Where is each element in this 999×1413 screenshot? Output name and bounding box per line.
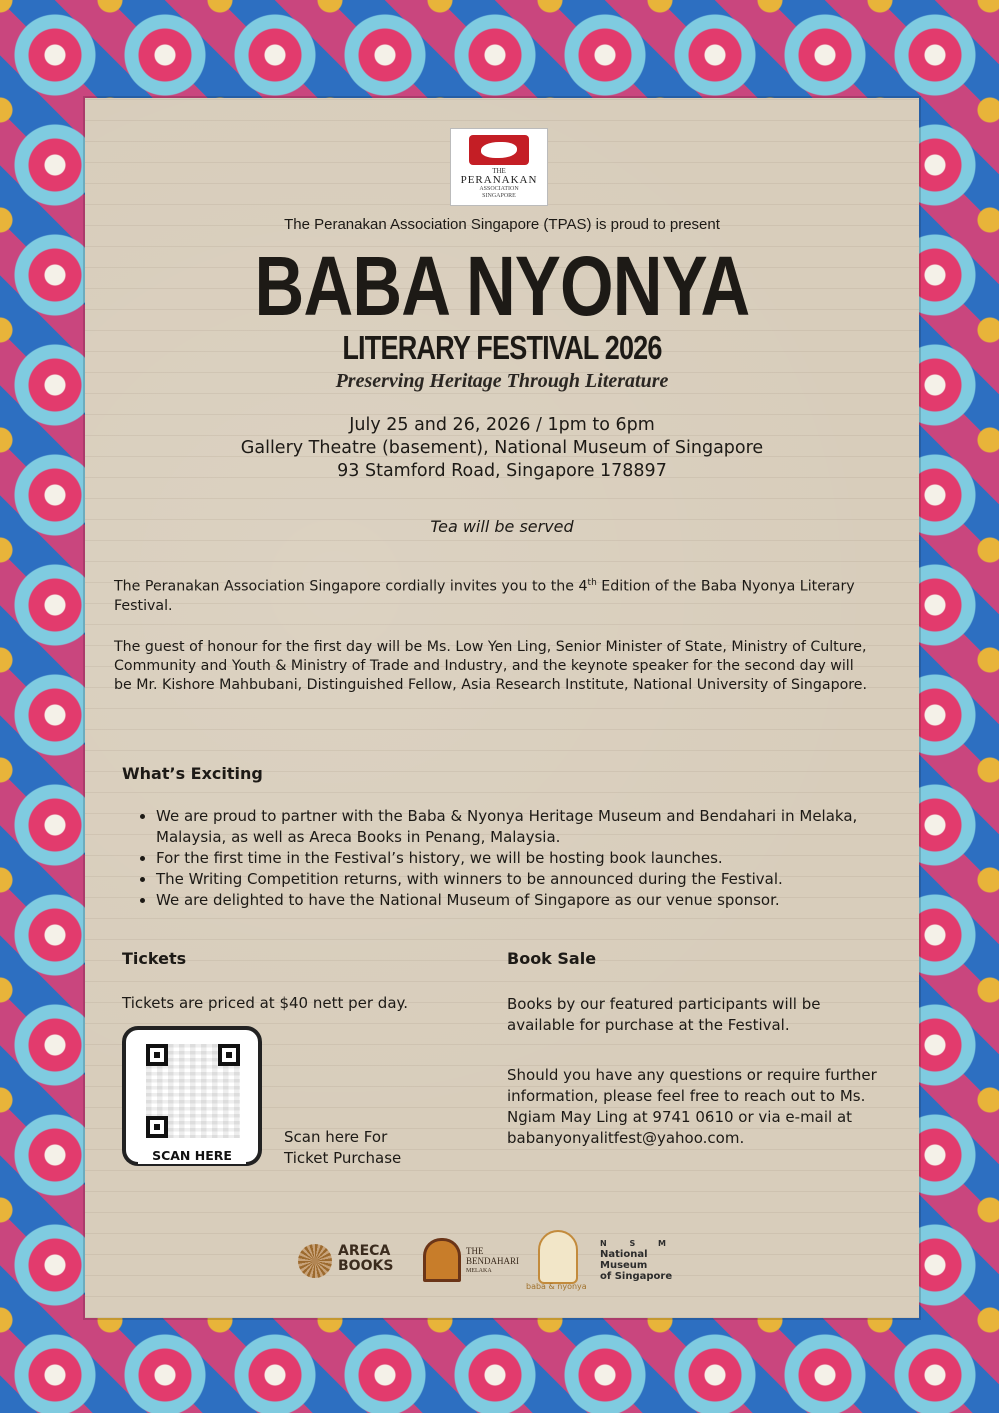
baba-nyonya-museum-icon	[538, 1230, 578, 1284]
event-dates: July 25 and 26, 2026 / 1pm to 6pm	[349, 415, 655, 435]
book-sale-heading: Book Sale	[507, 949, 597, 968]
qr-code-icon	[146, 1044, 240, 1138]
tickets-heading: Tickets	[122, 949, 187, 968]
sponsor-logos	[298, 1238, 698, 1291]
list-item: • We are proud to partner with the Baba & Nyonya Heritage Museum and Bendahari in Melaka, Malaysia, as well as Areca Books in Penang, Malaysia.	[156, 806, 896, 848]
list-item: • For the first time in the Festival’s history, we will be hosting book launches.	[156, 848, 896, 869]
festival-subtitle: LITERARY FESTIVAL 2026	[342, 329, 662, 366]
qr-finder-icon	[146, 1044, 168, 1066]
ticket-price: Tickets are priced at $40 nett per day.	[122, 994, 409, 1012]
event-details	[85, 414, 919, 483]
scan-here-label: SCAN HERE	[138, 1148, 246, 1164]
list-item: • We are delighted to have the National Museum of Singapore as our venue sponsor.	[156, 890, 896, 911]
qr-code-button[interactable]	[122, 1026, 262, 1166]
list-item: • The Writing Competition returns, with winners to be announced during the Festival.	[156, 869, 896, 890]
book-sale-availability: Books by our featured participants will be available for purchase at the Festival.	[507, 995, 821, 1034]
tagline: Preserving Heritage Through Literature	[335, 370, 669, 392]
areca-books-icon	[298, 1244, 332, 1278]
event-address: 93 Stamford Road, Singapore 178897	[337, 461, 667, 481]
bendahari-icon	[423, 1238, 461, 1282]
qr-finder-icon	[146, 1116, 168, 1138]
scan-caption: Scan here For Ticket Purchase	[284, 1128, 402, 1167]
event-venue: Gallery Theatre (basement), National Museum of Singapore	[240, 438, 764, 458]
refreshments-note: Tea will be served	[430, 517, 574, 536]
qr-finder-icon	[218, 1044, 240, 1066]
presenter-line: The Peranakan Association Singapore (TPAS) is proud to present	[284, 216, 720, 233]
bendahari-logo: THE BENDAHARI MELAKA	[466, 1246, 519, 1274]
baba-nyonya-museum-logo: baba & nyonya	[526, 1282, 587, 1291]
tpas-logo: THE PERANAKAN ASSOCIATION SINGAPORE	[450, 128, 548, 206]
contact-info: Should you have any questions or require further information, please feel free to reach out to Ms. Ngiam May Ling at 9741 0610 or via e-mail at babanyonyalitfest@yahoo.com.	[507, 1066, 877, 1147]
guests-paragraph: The guest of honour for the first day will be Ms. Low Yen Ling, Senior Minister of State, Ministry of Culture, Community and Youth & Ministry of Trade and Industry, and the keynote speaker for the second day will be Mr. Kishore Mahbubani, Distinguished Fellow, Asia Research Institute, National University of Singapore.	[114, 639, 868, 693]
exciting-list	[140, 806, 896, 911]
national-museum-logo: N S M National Museum of Singapore	[600, 1239, 676, 1282]
tpas-emblem-icon	[469, 135, 529, 165]
festival-title: BABA NYONYA	[254, 239, 750, 333]
exciting-heading: What’s Exciting	[122, 764, 263, 783]
invitation-paragraph: The Peranakan Association Singapore cordially invites you to the 4th Edition of the Baba Nyonya Literary Festival.	[114, 578, 855, 614]
areca-books-logo: ARECA BOOKS	[338, 1243, 394, 1274]
